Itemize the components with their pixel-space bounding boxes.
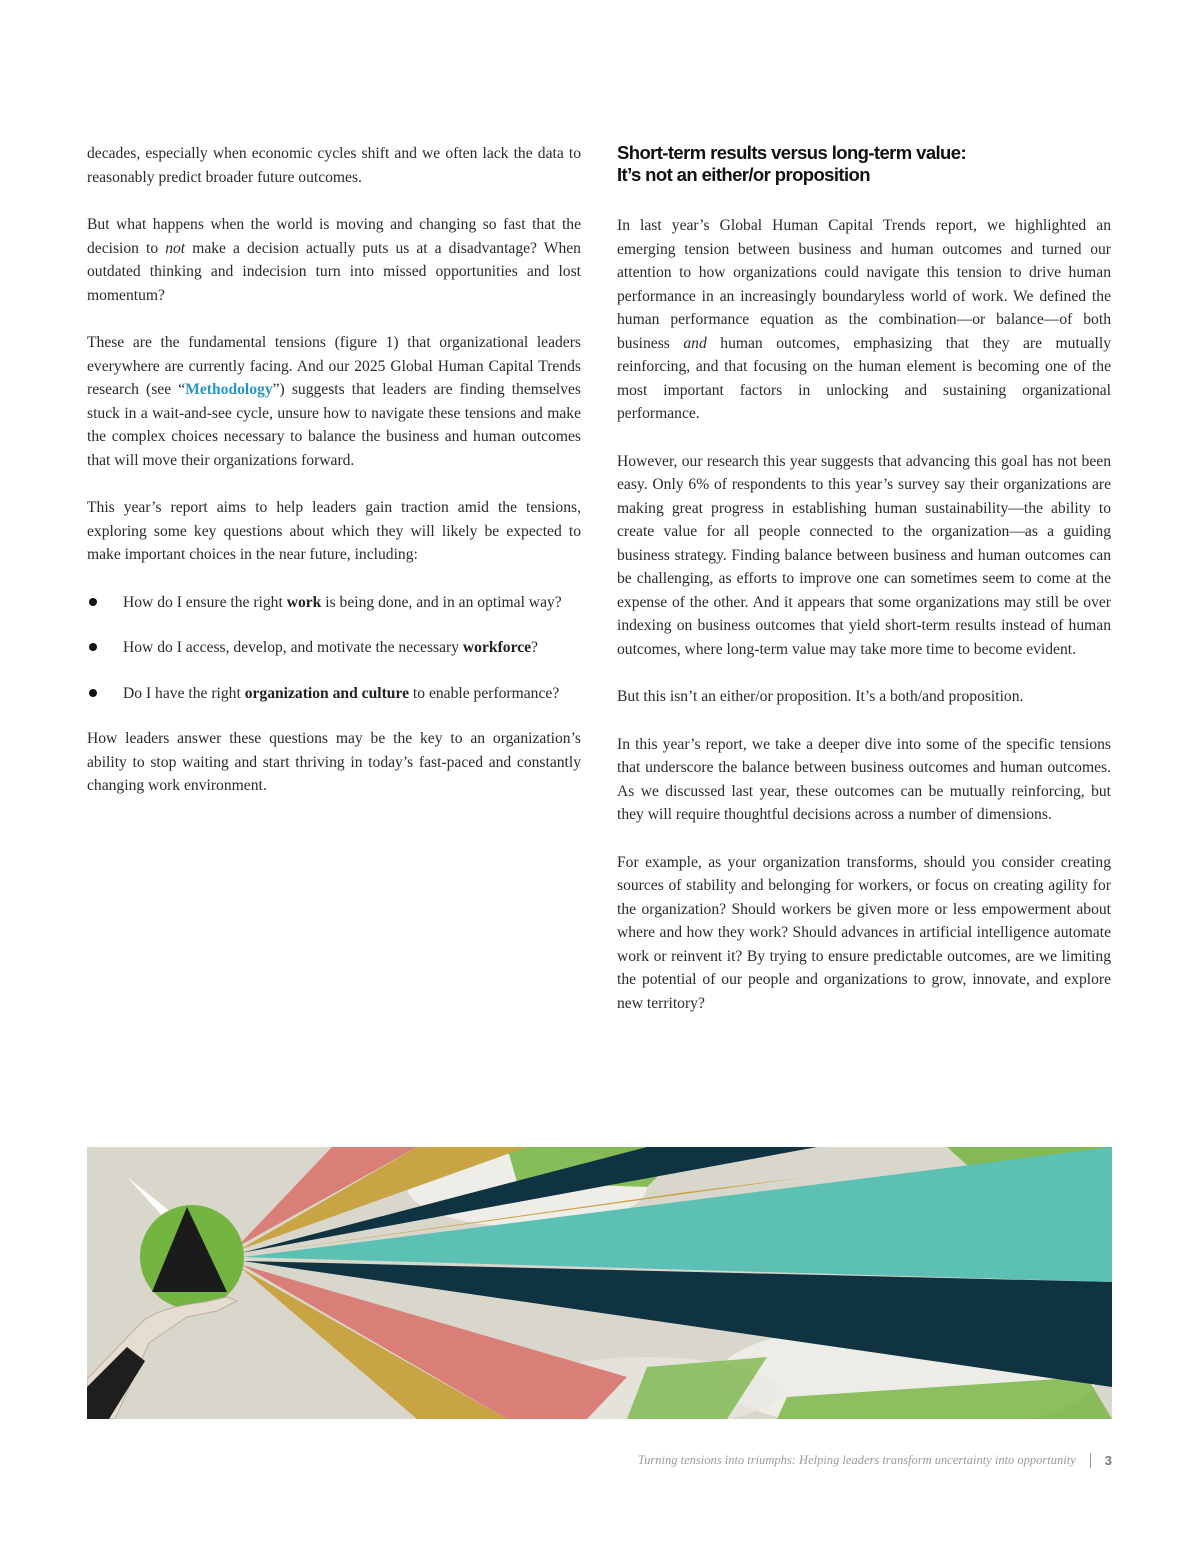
bullet-icon — [89, 689, 97, 697]
paragraph: For example, as your organization transforms, should you consider creating sources of stability and belonging for workers, or focus on creating agility for the organization? Should workers be given more or less empowerment about where and how they work? Should advances in artificial intelligence automate work or reinvent it? By trying to ensure predictable outcomes, are we limiting the potential of our people and organizations to grow, innovate, and explore new territory? — [617, 853, 1111, 1012]
rays-illustration — [87, 1147, 1112, 1419]
list-item: How do I ensure the right work is being done, and in an optimal way? — [87, 591, 581, 615]
list-item: Do I have the right organization and culture to enable performance? — [87, 682, 581, 706]
paragraph: These are the fundamental tensions (figure 1) that organizational leaders everywhere are currently facing. And our 2025 Global Human Capital Trends research (see “Methodology”) suggests that leaders are finding themselves stuck in a wait-and-see cycle, unsure how to navigate these tensions and make the complex choices necessary to balance the business and human outcomes that will move their organizations forward. — [87, 334, 582, 469]
footer-divider — [1090, 1453, 1091, 1468]
paragraph: In last year’s Global Human Capital Trends report, we highlighted an emerging tension between business and human outcomes and turned our attention to how organizations could navigate this tension to drive human performance in an increasingly boundaryless world of work. We defined the human performance equation as the combination—or balance—of both business and human outcomes, emphasizing that they are mutually reinforcing, and that focusing on the human element is becoming one of the most important factors in unlocking and sustaining organizational performance. — [617, 217, 1111, 422]
right-column — [617, 142, 1111, 1039]
bullet-icon — [89, 643, 97, 651]
left-column — [87, 142, 581, 822]
paragraph: However, our research this year suggests that advancing this goal has not been easy. Only 6% of respondents to this year’s survey say their organizations are making great progress in establishing human sustainability—the ability to create value for all people connected to the organization—as a guiding business strategy. Finding balance between business and human outcomes can be challenging, as efforts to improve one can sometimes seem to come at the expense of the other. And it appears that some organizations may still be over indexing on business outcomes that yield short-term results instead of human outcomes, where long-term value may take more time to become evident. — [617, 452, 1111, 658]
section-heading: Short-term results versus long-term value: It’s not an either/or proposition — [617, 142, 967, 185]
question-list — [87, 591, 581, 706]
list-item: How do I access, develop, and motivate the necessary workforce? — [87, 636, 581, 660]
hero-illustration — [87, 1147, 1112, 1419]
paragraph: This year’s report aims to help leaders gain traction amid the tensions, exploring some key questions about which they will likely be expected to make important choices in the near future, including: — [87, 499, 581, 563]
paragraph: But what happens when the world is moving and changing so fast that the decision to not make a decision actually puts us at a disadvantage? When outdated thinking and indecision turn into missed opportunities and lost momentum? — [87, 216, 581, 304]
page-number: 3 — [1104, 1453, 1112, 1468]
paragraph: How leaders answer these questions may be the key to an organization’s ability to stop waiting and start thriving in today’s fast-paced and constantly changing work environment. — [87, 730, 581, 794]
bullet-icon — [89, 598, 97, 606]
paragraph: decades, especially when economic cycles shift and we often lack the data to reasonably predict broader future outcomes. — [87, 145, 581, 186]
methodology-link[interactable]: Methodology — [185, 381, 273, 398]
page-footer — [638, 1453, 1112, 1468]
running-title: Turning tensions into triumphs: Helping leaders transform uncertainty into opportunity — [637, 1453, 1076, 1467]
paragraph: But this isn’t an either/or proposition. It’s a both/and proposition. — [617, 688, 1024, 705]
paragraph: In this year’s report, we take a deeper dive into some of the specific tensions that underscore the balance between business outcomes and human outcomes. As we discussed last year, these outcomes can be mutually reinforcing, but they will require thoughtful decisions across a number of dimensions. — [617, 735, 1111, 823]
